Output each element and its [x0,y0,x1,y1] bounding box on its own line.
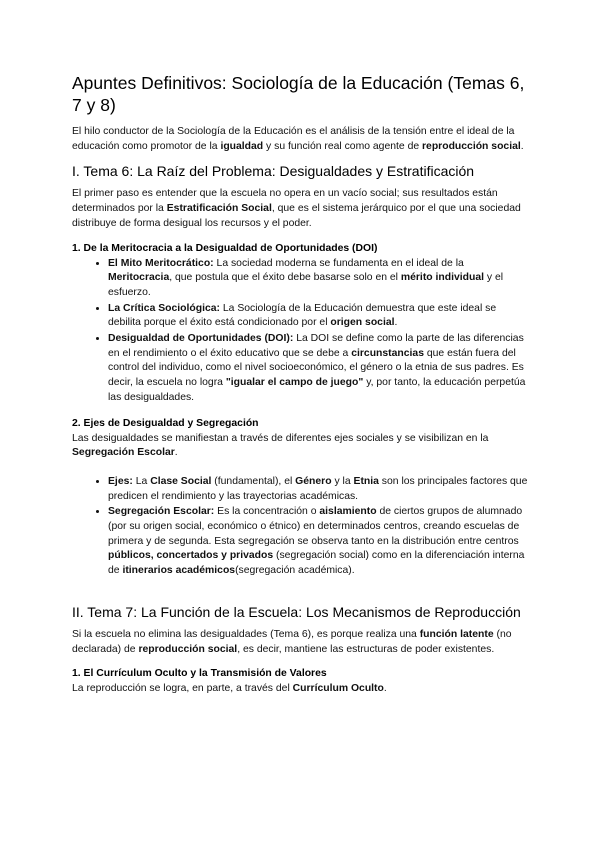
section-2-paragraph: Si la escuela no elimina las desigualdades (Tema 6), es porque realiza una función latente (no declarada) de reproducción social, es decir, mantiene las estructuras de poder existentes. [72,628,512,655]
subheading-ejes: 2. Ejes de Desigualdad y Segregación [72,417,259,429]
list-item-segregacion: • Segregación Escolar: Es la concentración o aislamiento de ciertos grupos de alumnado (por su origen social, económico o étnico) en determinados centros, creando escuelas de primera y de segunda. Esta segregación se observa tanto en la distribución entre centros públicos, concertados y privados (segregación social) como en la diferenciación interna de itinerarios académicos(segregación académica). [108,505,528,579]
ejes-list [72,475,528,579]
document-title: Apuntes Definitivos: Sociología de la Educación (Temas 6, 7 y 8) [72,73,525,115]
meritocracia-list [72,257,528,406]
subheading-meritocracia: 1. De la Meritocracia a la Desigualdad de Oportunidades (DOI) [72,242,378,254]
subheading-curriculum-oculto: 1. El Currículum Oculto y la Transmisión de Valores [72,668,327,680]
list-item-mito: • El Mito Meritocrático: La sociedad moderna se fundamenta en el ideal de la Meritocracia, que postula que el éxito debe basarse solo en el mérito individual y el esfuerzo. [108,257,528,301]
ejes-paragraph: Las desigualdades se manifiestan a través de diferentes ejes sociales y se visibilizan en la Segregación Escolar. [72,432,489,459]
list-item-doi: • Desigualdad de Oportunidades (DOI): La DOI se define como la parte de las diferencias en el rendimiento o el éxito educativo que se debe a circunstancias que están fuera del control del individuo, como el nivel socioeconómico, el género o la etnia de sus padres. Es decir, la escuela no logra "igualar el campo de juego" y, por tanto, la educación perpetúa las desigualdades. [108,332,528,406]
curriculum-paragraph: La reproducción se logra, en parte, a través del Currículum Oculto. [72,683,387,695]
section-heading-tema-7: II. Tema 7: La Función de la Escuela: Los Mecanismos de Reproducción [72,603,521,620]
document-page [72,72,528,697]
section-heading-tema-6: I. Tema 6: La Raíz del Problema: Desigualdades y Estratificación [72,163,475,180]
list-item-critica: • La Crítica Sociológica: La Sociología de la Educación demuestra que este ideal se debilita porque el éxito está condicionado por el origen social. [108,302,528,331]
section-1-paragraph: El primer paso es entender que la escuela no opera en un vacío social; sus resultados están determinados por la Estratificación Social, que es el sistema jerárquico por el que una sociedad distribuye de forma desigual los recursos y el poder. [72,188,521,229]
intro-paragraph: El hilo conductor de la Sociología de la Educación es el análisis de la tensión entre el ideal de la educación como promotor de la igualdad y su función real como agente de reproducción social. [72,126,524,152]
list-item-ejes: • Ejes: La Clase Social (fundamental), el Género y la Etnia son los principales factores que predicen el rendimiento y las trayectorias académicas. [108,475,528,504]
